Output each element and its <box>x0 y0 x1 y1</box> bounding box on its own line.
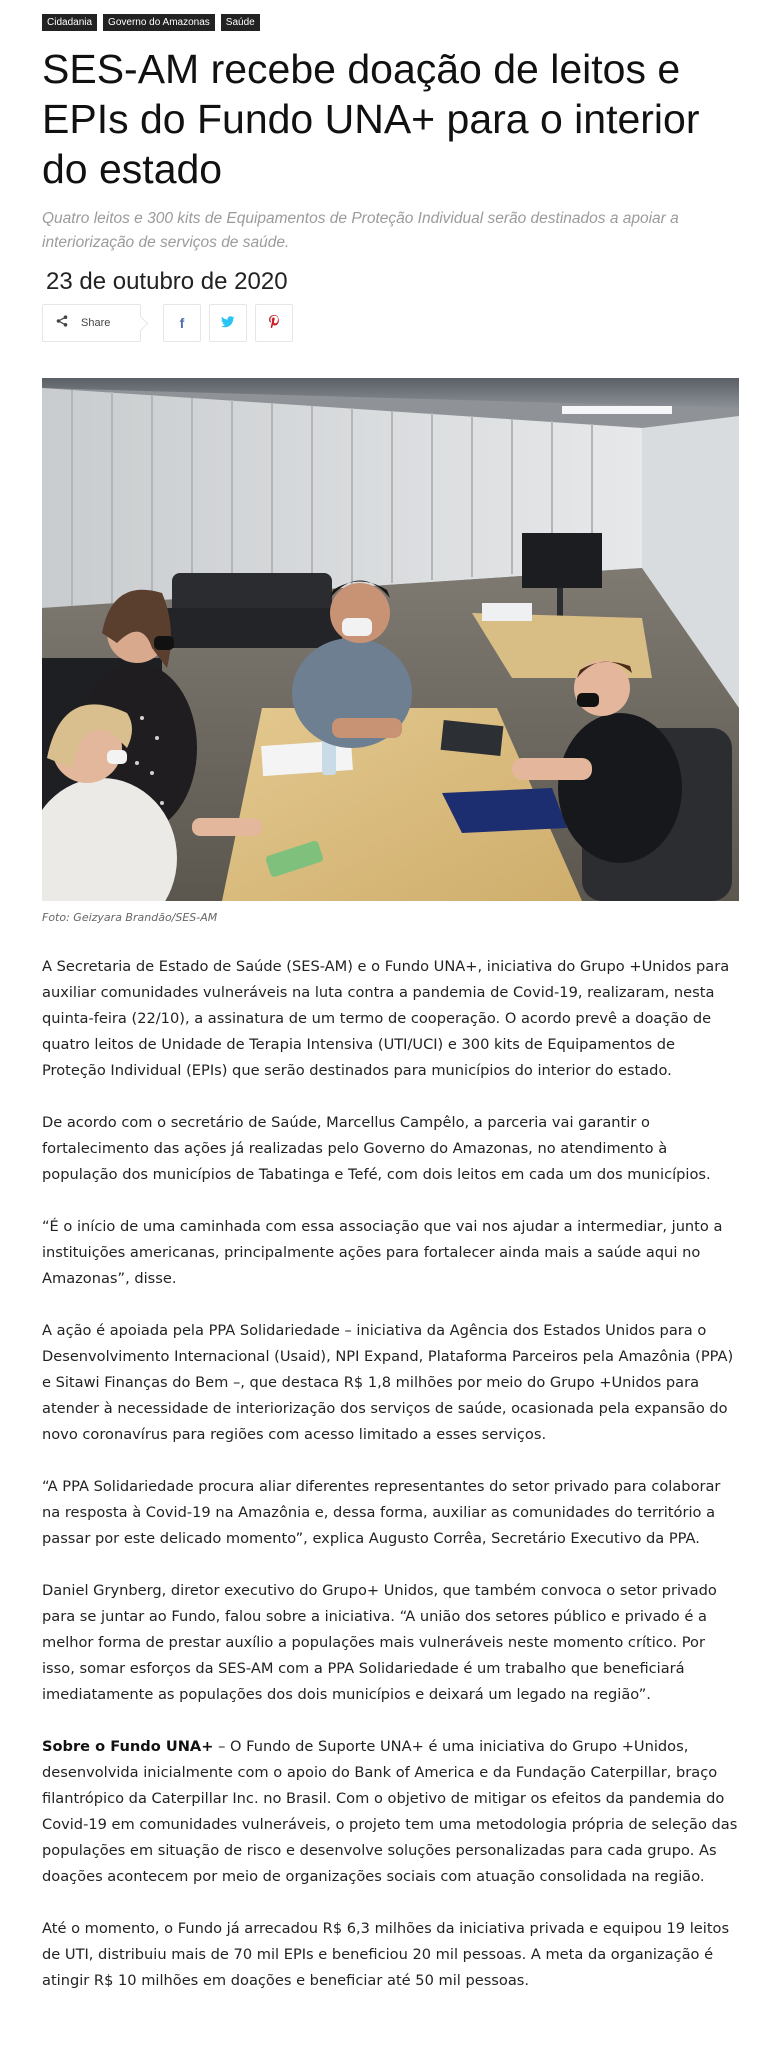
paragraph: Daniel Grynberg, diretor executivo do Grupo+ Unidos, que também convoca o setor privado para se juntar ao Fundo, falou sobre a iniciativa. “A união dos setores público e privado é a melhor forma de prestar auxílio a populações mais vulneráveis neste momento crítico. Por isso, somar esforços da SES-AM com a PPA Solidariedade é um trabalho que beneficiará imediatamente as populações dos dois municípios e deixará um legado na região”. <box>42 1582 717 1703</box>
category-tag-saude[interactable]: Saúde <box>221 14 260 31</box>
category-tags <box>42 14 260 31</box>
photo-caption: Foto: Geizyara Brandão/SES-AM <box>42 911 218 924</box>
pinterest-share-button[interactable] <box>255 304 293 342</box>
paragraph: De acordo com o secretário de Saúde, Marcellus Campêlo, a parceria vai garantir o fortalecimento das ações já realizadas pelo Governo do Amazonas, no atendimento à população dos municípios de Tabatinga e Tefé, com dois leitos em cada um dos municípios. <box>42 1114 711 1183</box>
twitter-icon <box>221 315 235 331</box>
paragraph: “É o início de uma caminhada com essa associação que vai nos ajudar a intermediar, junto a instituições americanas, principalmente ações para fortalecer ainda mais a saúde aqui no Amazonas”, disse. <box>42 1218 723 1287</box>
pinterest-icon <box>269 315 279 331</box>
about-paragraph <box>42 1734 739 1890</box>
share-bar <box>42 304 293 342</box>
twitter-share-button[interactable] <box>209 304 247 342</box>
paragraph: A ação é apoiada pela PPA Solidariedade – iniciativa da Agência dos Estados Unidos para o Desenvolvimento Internacional (Usaid), NPI Expand, Plataforma Parceiros pela Amazônia (PPA) e Sitawi Finanças do Bem –, que destaca R$ 1,8 milhões por meio do Grupo +Unidos para atender à necessidade de interiorização dos serviços de saúde, ocasionada pela expansão do novo coronavírus para regiões com acesso limitado a esses serviços. <box>42 1322 734 1443</box>
article-date: 23 de outubro de 2020 <box>46 268 288 295</box>
facebook-share-button[interactable] <box>163 304 201 342</box>
share-button[interactable] <box>42 304 141 342</box>
category-tag-cidadania[interactable]: Cidadania <box>42 14 97 31</box>
facebook-icon: f <box>179 315 185 331</box>
share-icon <box>43 315 81 331</box>
category-tag-governo[interactable]: Governo do Amazonas <box>103 14 215 31</box>
about-text: – O Fundo de Suporte UNA+ é uma iniciativa do Grupo +Unidos, desenvolvida inicialmente com o apoio do Bank of America e da Fundação Caterpillar, braço filantrópico da Caterpillar Inc. no Brasil. Com o objetivo de mitigar os efeitos da pandemia do Covid-19 em comunidades vulneráveis, o projeto tem uma metodologia própria de seleção das populações em situação de risco e desenvolve soluções personalizadas para cada grupo. As doações acontecem por meio de organizações sociais com atuação consolidada na região. <box>42 1738 738 1885</box>
share-label: Share <box>81 317 111 329</box>
paragraph: A Secretaria de Estado de Saúde (SES-AM) e o Fundo UNA+, iniciativa do Grupo +Unidos para auxiliar comunidades vulneráveis na luta contra a pandemia de Covid-19, realizaram, nesta quinta-feira (22/10), a assinatura de um termo de cooperação. O acordo prevê a doação de quatro leitos de Unidade de Terapia Intensiva (UTI/UCI) e 300 kits de Equipamentos de Proteção Individual (EPIs) que serão destinados para municípios do interior do estado. <box>42 958 730 1079</box>
article-body <box>42 954 739 2020</box>
article-subtitle: Quatro leitos e 300 kits de Equipamentos de Proteção Individual serão destinados a apoiar a interiorização de serviços de saúde. <box>42 210 679 251</box>
article-photo <box>42 378 739 901</box>
about-heading: Sobre o Fundo UNA+ <box>42 1738 214 1755</box>
paragraph: “A PPA Solidariedade procura aliar diferentes representantes do setor privado para colaborar na resposta à Covid-19 na Amazônia e, dessa forma, auxiliar as comunidades do território a passar por este delicado momento”, explica Augusto Corrêa, Secretário Executivo da PPA. <box>42 1478 721 1547</box>
article-title: SES-AM recebe doação de leitos e EPIs do Fundo UNA+ para o interior do estado <box>42 46 700 192</box>
paragraph: Até o momento, o Fundo já arrecadou R$ 6,3 milhões da iniciativa privada e equipou 19 leitos de UTI, distribuiu mais de 70 mil EPIs e beneficiou 20 mil pessoas. A meta da organização é atingir R$ 10 milhões em doações e beneficiar até 50 mil pessoas. <box>42 1920 730 1989</box>
